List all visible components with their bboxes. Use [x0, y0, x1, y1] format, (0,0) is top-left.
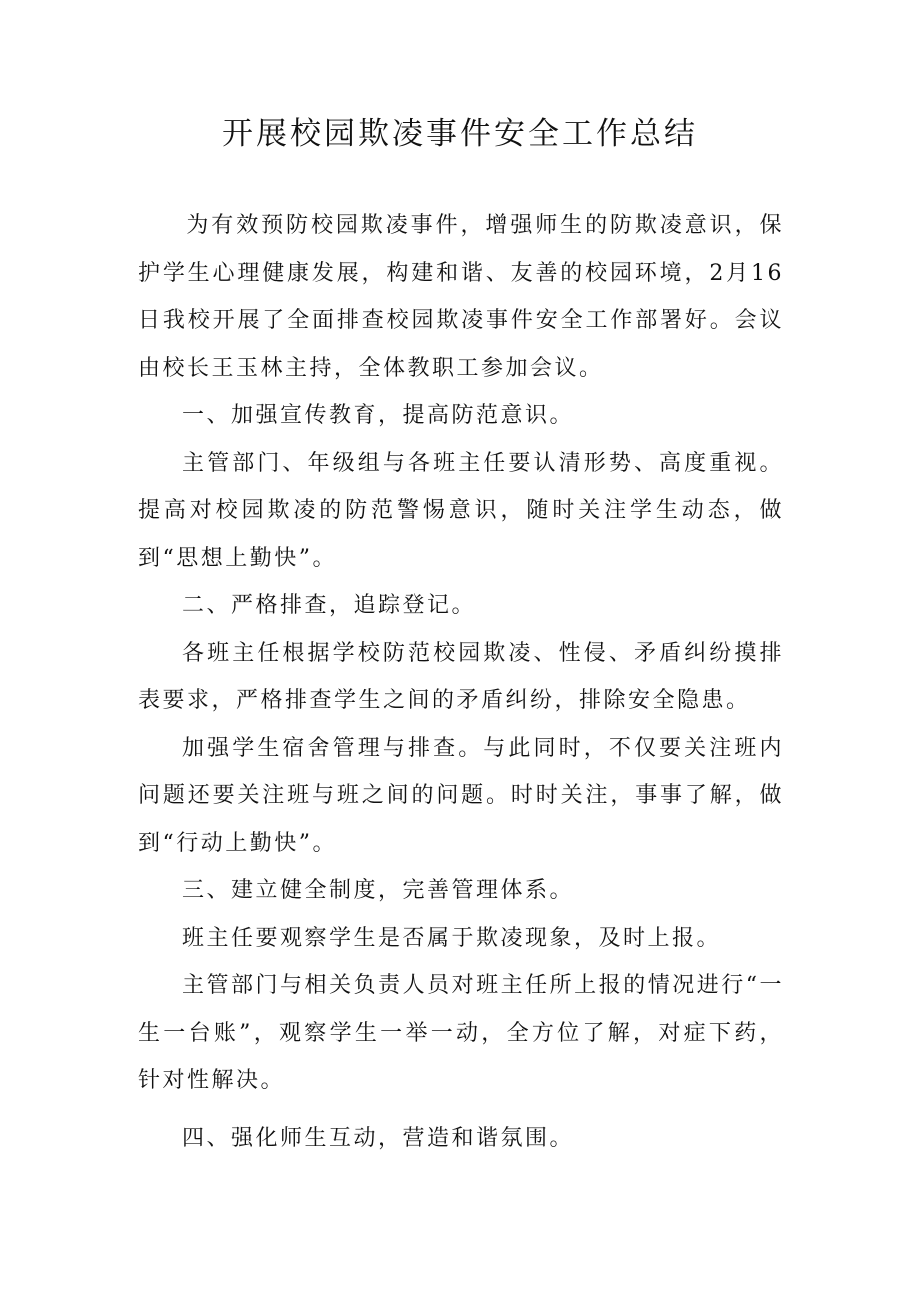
section-heading-3: 三、建立健全制度，完善管理体系。: [182, 878, 575, 903]
paragraph-section-3b: 主管部门与相关负责人员对班主任所上报的情况进行“一生一台账”，观察学生一举一动，全方位了解，对症下药，针对性解决。: [138, 973, 784, 1093]
paragraph-section-3a: 班主任要观察学生是否属于欺凌现象，及时上报。: [182, 925, 722, 951]
document-body: [138, 202, 784, 1162]
paragraph-section-2b: 加强学生宿舍管理与排查。与此同时，不仅要关注班内问题还要关注班与班之间的问题。时时关注，事事了解，做到“行动上勤快”。: [138, 735, 784, 856]
document-title: 开展校园欺凌事件安全工作总结: [222, 116, 698, 152]
section-heading-1: 一、加强宣传教育，提高防范意识。: [182, 403, 575, 428]
paragraph-section-1: 主管部门、年级组与各班主任要认清形势、高度重视。提高对校园欺凌的防范警惕意识，随时关注学生动态，做到“思想上勤快”。: [138, 450, 784, 571]
section-heading-2: 二、严格排查，追踪登记。: [182, 593, 477, 618]
paragraph-section-2a: 各班主任根据学校防范校园欺凌、性侵、矛盾纠纷摸排表要求，严格排查学生之间的矛盾纠纷，排除安全隐患。: [138, 640, 784, 713]
section-heading-4: 四、强化师生互动，营造和谐氛围。: [182, 1125, 575, 1151]
paragraph-intro: 为有效预防校园欺凌事件，增强师生的防欺凌意识，保护学生心理健康发展，构建和谐、友善的校园环境，2月16日我校开展了全面排查校园欺凌事件安全工作部署好。会议由校长王玉林主持，全体教职工参加会议。: [138, 213, 784, 381]
